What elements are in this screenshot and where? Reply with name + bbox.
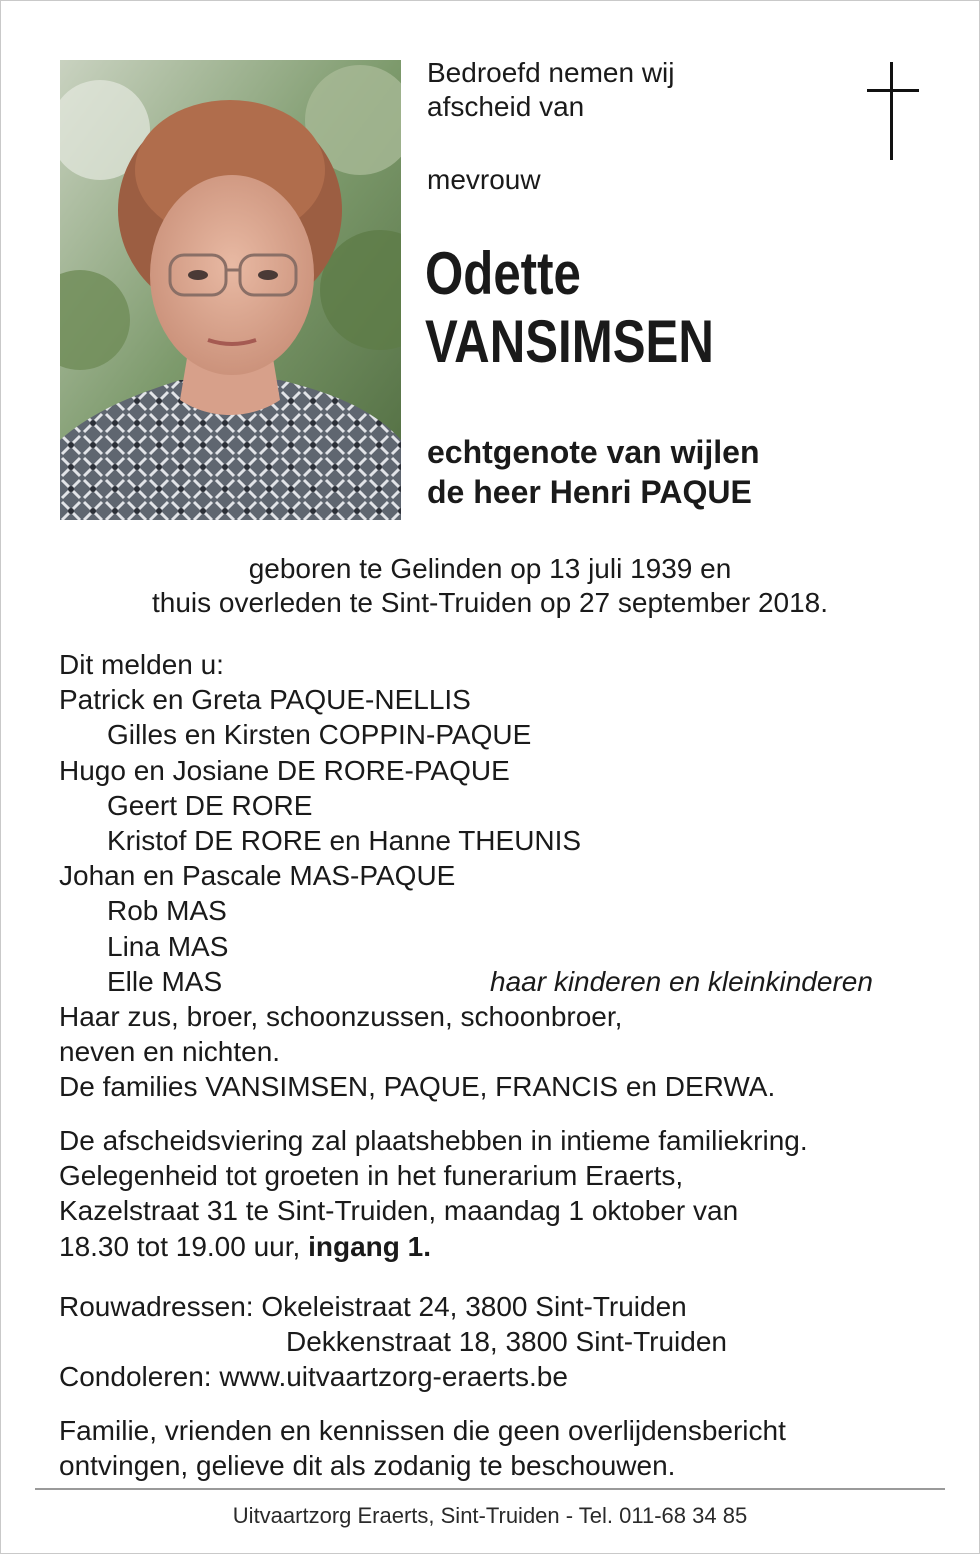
closing-line: Familie, vrienden en kennissen die geen overlijdensbericht: [59, 1415, 786, 1446]
family-tag: haar kinderen en kleinkinderen: [490, 965, 873, 997]
address-line-2: Dekkenstraat 18, 3800 Sint-Truiden: [286, 1326, 727, 1358]
family-line: Rob MAS: [107, 895, 227, 927]
family-line: Gilles en Kirsten COPPIN-PAQUE: [107, 719, 532, 751]
cross-icon: [862, 62, 924, 160]
portrait-photo: [60, 60, 401, 520]
notify-heading: Dit melden u:: [59, 649, 224, 680]
honorific: mevrouw: [427, 164, 541, 195]
death-line: thuis overleden te Sint-Truiden op 27 september 2018.: [151, 587, 829, 618]
ceremony-block: [59, 1123, 808, 1264]
relatives-line: neven en nichten.: [59, 1036, 281, 1068]
address-block: [59, 1289, 727, 1395]
family-line-with-tag: [59, 964, 873, 999]
footer-text: Uitvaartzorg Eraerts, Sint-Truiden - Tel. 011-68 34 85: [232, 1503, 748, 1528]
notification-block: [59, 647, 873, 1105]
spouse-line: de heer Henri PAQUE: [427, 474, 752, 510]
birth-line: geboren te Gelinden op 13 juli 1939 en: [248, 553, 732, 584]
closing-note: [59, 1413, 786, 1483]
closing-line: ontvingen, gelieve dit als zodanig te beschouwen.: [59, 1450, 676, 1482]
footer-divider: [35, 1488, 945, 1490]
family-line: Lina MAS: [107, 930, 229, 962]
family-line: Patrick en Greta PAQUE-NELLIS: [59, 684, 471, 716]
intro-line: Bedroefd nemen wij: [427, 57, 675, 88]
family-line: Elle MAS: [107, 965, 223, 997]
birth-death-info: [0, 552, 980, 620]
last-name: VANSIMSEN: [425, 308, 714, 375]
condolence-line: Condoleren: www.uitvaartzorg-eraerts.be: [59, 1361, 568, 1393]
family-line: Hugo en Josiane DE RORE-PAQUE: [59, 754, 510, 786]
intro-text: [427, 56, 674, 124]
family-line: Kristof DE RORE en Hanne THEUNIS: [107, 825, 582, 857]
ceremony-time: 18.30 tot 19.00 uur,: [59, 1230, 301, 1262]
entrance-info: ingang 1.: [308, 1230, 431, 1262]
relatives-line: Haar zus, broer, schoonzussen, schoonbroer,: [59, 1001, 623, 1033]
deceased-name: [425, 240, 714, 376]
ceremony-line: Kazelstraat 31 te Sint-Truiden, maandag 1 oktober van: [59, 1195, 739, 1227]
spouse-line: echtgenote van wijlen: [427, 434, 760, 470]
family-line: Johan en Pascale MAS-PAQUE: [59, 860, 456, 892]
ceremony-last-line: [59, 1229, 808, 1264]
intro-line: afscheid van: [427, 91, 585, 122]
first-name: Odette: [425, 240, 581, 307]
ceremony-line: De afscheidsviering zal plaatshebben in intieme familiekring.: [59, 1125, 808, 1156]
spouse-info: [427, 432, 760, 512]
address-line: Rouwadressen: Okeleistraat 24, 3800 Sint-Truiden: [59, 1291, 687, 1322]
ceremony-line: Gelegenheid tot groeten in het funerarium Eraerts,: [59, 1160, 684, 1192]
family-line: Geert DE RORE: [107, 789, 313, 821]
relatives-line: De families VANSIMSEN, PAQUE, FRANCIS en DERWA.: [59, 1071, 776, 1103]
